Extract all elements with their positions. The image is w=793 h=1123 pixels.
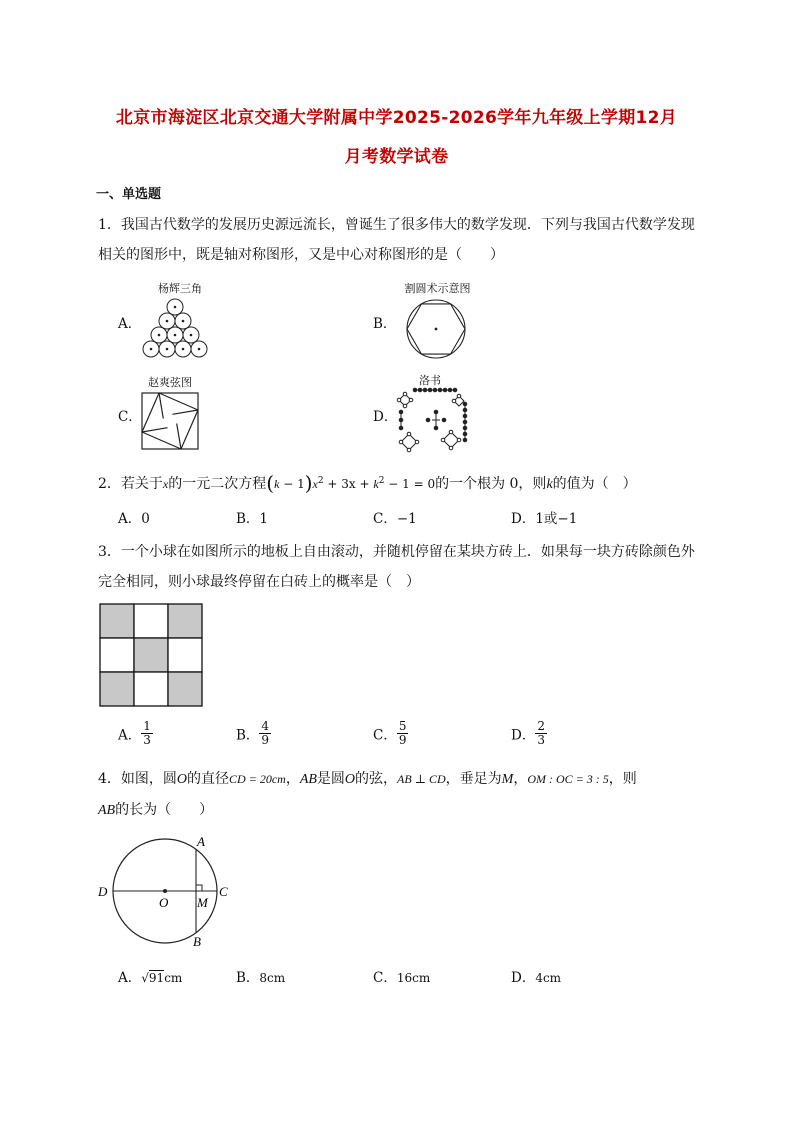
q1-option-c-letter[interactable]: C． <box>118 409 142 425</box>
tile-gray <box>134 638 168 672</box>
q2-var-x: x <box>162 477 169 491</box>
q4-option-b[interactable]: B．8cm <box>236 970 286 986</box>
q2-mid1: 的一元二次方程 <box>168 476 267 492</box>
question-3-line1: 3．一个小球在如图所示的地板上自由滚动，并随机停留在某块方砖上．如果每一块方砖除颜色外 <box>98 544 695 560</box>
question-4-line2: AB的长为（ ） <box>98 802 214 818</box>
question-1-text <box>98 210 698 270</box>
q2-option-b[interactable]: B．1 <box>236 511 269 527</box>
document-title-line2: 月考数学试卷 <box>344 147 449 167</box>
q2-suffix: 的值为（ ） <box>552 476 637 492</box>
q2-k-var: k <box>274 477 280 491</box>
circle-chord-figure <box>95 832 240 950</box>
q4-option-a[interactable]: A．√91cm <box>118 970 183 986</box>
q3-option-a[interactable]: A． $\frac{1}{3}$ <box>118 719 151 747</box>
tile-gray <box>100 672 134 706</box>
q2-option-c[interactable]: C．−1 <box>373 511 417 527</box>
q2-eq-tail: + 3x + <box>323 477 374 491</box>
q2-mid2: 的一个根为 0，则 <box>435 476 547 492</box>
tile-white <box>168 638 202 672</box>
tile-white <box>134 604 168 638</box>
label-b: B <box>193 934 201 949</box>
q4-option-d[interactable]: D．4cm <box>511 970 562 986</box>
question-1-line2: 相关的图形中，既是轴对称图形，又是中心对称图形的是（ ） <box>98 247 504 263</box>
q2-minus1: − 1 <box>279 477 305 491</box>
question-4-text <box>98 764 698 826</box>
label-o: O <box>159 895 169 910</box>
yanghui-triangle-figure <box>140 298 210 360</box>
q2-eq-end: − 1 = 0 <box>384 477 436 491</box>
tile-white <box>100 638 134 672</box>
q2-option-d[interactable]: D．1或−1 <box>511 511 578 527</box>
question-2-text <box>98 466 698 500</box>
label-d: D <box>98 884 108 899</box>
q1-option-a-letter[interactable]: A． <box>118 316 142 332</box>
q2-k-var3: k <box>546 477 553 492</box>
tile-floor-grid <box>99 603 203 705</box>
q1-option-a-caption: 杨辉三角 <box>158 282 202 295</box>
question-1-line1: 1．我国古代数学的发展历史源远流长，曾诞生了很多伟大的数学发现．下列与我国古代数学发现 <box>98 217 695 233</box>
q2-equation: $(k - 1)x^2 + 3x + k^2 - 1 = 0$ <box>266 471 436 495</box>
q3-option-c[interactable]: C． $\frac{5}{9}$ <box>373 719 407 747</box>
tile-gray <box>100 604 134 638</box>
q2-option-a[interactable]: A．0 <box>118 511 150 527</box>
q2-prefix: 2．若关于 <box>98 476 163 492</box>
q1-option-d-letter[interactable]: D． <box>373 409 398 425</box>
label-a: A <box>197 834 205 849</box>
q2-k-var2: k <box>373 477 379 491</box>
question-3-line2: 完全相同，则小球最终停留在白砖上的概率是（ ） <box>98 574 420 590</box>
document-title-line1: 北京市海淀区北京交通大学附属中学2025-2026学年九年级上学期12月 <box>115 108 678 128</box>
question-4-line1: 4．如图，圆O的直径CD = 20cm，AB是圆O的弦，AB ⊥ CD，垂足为M，OM : OC = 3 : 5，则 <box>98 771 637 787</box>
zhaoshuang-diagram-figure <box>141 392 199 450</box>
label-m: M <box>197 895 208 910</box>
tile-gray <box>168 672 202 706</box>
tile-gray <box>168 604 202 638</box>
q3-option-b[interactable]: B． $\frac{4}{9}$ <box>236 719 270 747</box>
circle-cutting-figure <box>405 298 467 360</box>
q1-option-b-letter[interactable]: B． <box>373 316 397 332</box>
q1-option-d-caption: 洛书 <box>419 374 441 387</box>
question-3-text <box>98 537 698 597</box>
q3-option-d[interactable]: D． $\frac{2}{3}$ <box>511 719 545 747</box>
label-c: C <box>219 884 228 899</box>
q1-option-b-caption: 割圆术示意图 <box>404 282 471 295</box>
q1-option-c-caption: 赵爽弦图 <box>148 376 192 389</box>
tile-white <box>134 672 168 706</box>
luoshu-figure <box>395 384 475 456</box>
section-header: 一、单选题 <box>96 187 162 202</box>
q4-option-c[interactable]: C．16cm <box>373 970 431 986</box>
